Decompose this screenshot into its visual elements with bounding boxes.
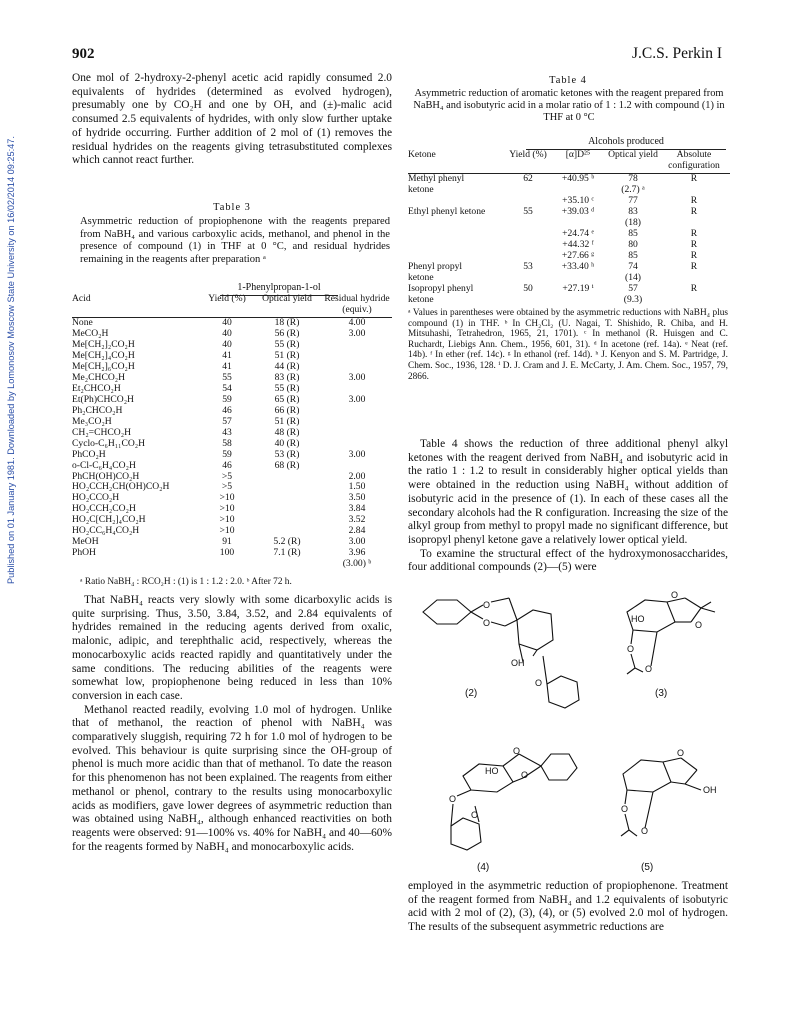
table-cell: [322, 461, 392, 472]
table-cell: 3.52: [348, 514, 366, 526]
atom-label: O: [677, 748, 685, 758]
column-header: Yield (%): [508, 150, 548, 174]
table-cell: Me₃CO₂H: [72, 415, 112, 427]
table-cell: Me[CH₂]₆CO₂H: [72, 361, 135, 372]
table-cell: o-Cl-C₆H₄CO₂H: [72, 459, 136, 471]
atom-label: O: [621, 804, 629, 814]
left-intro: [72, 72, 392, 168]
column-header: Optical yield: [608, 150, 658, 174]
intro-paragraph: One mol of 2-hydroxy-2-phenyl acetic acid rapidly consumed 2.0 equivalents of hydrides (determined as evolved hydrogen), presumably one by CO₂H and one by OH, and (±)-malic acid consumed 2.5 equivalents of hydrides, with only slow further uptake of hydride occurring. Further addition of 2 mol of (1) removes the residual hydrides on the reagents giving tetrasubstituted complexes which cannot react further.: [72, 72, 392, 167]
table-cell: Isopropyl phenyl: [408, 282, 474, 294]
table3-caption: Asymmetric reduction of propiophenone with the reagents prepared from NaBH₄ and various carboxylic acids, methanol, and phenol in the presence of compound (1) in THF at 0 °C, and residual hydrides remaining in the reagents after preparation ᵃ: [80, 216, 390, 265]
table-cell: HO₂CC₆H₄CO₂H: [72, 525, 140, 537]
table-cell: [252, 504, 322, 515]
table-cell: (2.7) ᵃ: [621, 184, 645, 196]
table-cell: PhOH: [72, 547, 96, 559]
atom-label: O: [535, 678, 543, 688]
cyclohexane-ring-lower: [451, 818, 481, 850]
table-cell: MeCO₂H: [72, 328, 109, 340]
table-cell: None: [72, 317, 93, 329]
table-cell: [322, 351, 392, 362]
table-cell: 51 (R): [274, 415, 300, 427]
table-cell: (9.3): [623, 293, 643, 305]
journal-name: J.C.S. Perkin I: [632, 45, 722, 62]
table-cell: +40.95 ᵇ: [561, 173, 595, 185]
cyclohexane-ring-lower: [547, 676, 579, 708]
table-cell: 66 (R): [274, 404, 300, 416]
atom-label: OH: [703, 785, 717, 795]
table-cell: 2.84: [348, 525, 366, 537]
table-cell: Me[CH₂]₂CO₂H: [72, 339, 135, 351]
table-cell: 80: [628, 238, 638, 250]
table-cell: ketone: [408, 293, 434, 305]
table-row: [408, 284, 730, 295]
table-cell: R: [690, 238, 698, 250]
table-cell: Ph₂CHCO₂H: [72, 404, 123, 416]
table-cell: 43: [222, 426, 232, 438]
atom-label: O: [671, 590, 679, 600]
structure-4: [451, 754, 577, 850]
table-cell: 68 (R): [274, 459, 300, 471]
table4-label: Table 4: [549, 75, 587, 86]
table-cell: [508, 295, 548, 306]
table-cell: (18): [625, 217, 641, 228]
table-cell: 57: [222, 415, 232, 427]
table-cell: 55 (R): [274, 339, 300, 351]
column-header: Optical yield: [252, 294, 322, 318]
table-cell: 18 (R): [274, 317, 300, 329]
compound-label-2: (2): [465, 688, 478, 699]
left-body: [72, 594, 392, 854]
table-cell: 5.2 (R): [273, 536, 301, 548]
table-cell: 55: [523, 206, 533, 218]
table-cell: 46: [222, 459, 232, 471]
table-cell: >5: [221, 481, 233, 493]
table-cell: [252, 559, 322, 570]
table-cell: [322, 340, 392, 351]
table-cell: R: [690, 195, 698, 207]
table3-footnote: ᵃ Ratio NaBH₄ : RCO₂H : (1) is 1 : 1.2 : 2.0. ᵇ After 72 h.: [80, 577, 292, 587]
table-cell: ketone: [408, 184, 434, 196]
table-cell: HO₂CCO₂H: [72, 492, 120, 504]
table-cell: 48 (R): [274, 426, 300, 438]
table-cell: R: [690, 206, 698, 218]
table-cell: 46: [222, 404, 232, 416]
furanose-ring: [623, 760, 671, 792]
watermark: [6, 40, 20, 680]
table-cell: R: [690, 227, 698, 239]
table-row: [408, 174, 730, 185]
table-row: [408, 295, 730, 306]
table-cell: 77: [628, 195, 638, 207]
table-cell: PhCO₂H: [72, 448, 106, 460]
table-cell: 65 (R): [274, 393, 300, 405]
table-cell: [548, 295, 608, 306]
right-paragraph-1: Table 4 shows the reduction of three additional phenyl alkyl ketones with the reagent derived from NaBH₄ and isobutyric acid in the ratio 1 : 1.2 to result in considerably higher optical yields than were obtained in the reduction using NaBH₄ without addition of isobutyric acid in the presence of (1). In each of these cases all the secondary alcohols had the R configuration. Increasing the size of the alkyl group from methyl to propyl made no significant difference, but isopropyl phenyl ketone gave a relatively lower optical yield.: [408, 438, 728, 546]
table-cell: (3.00) ᵇ: [342, 558, 372, 570]
table-cell: 2.00: [348, 470, 366, 482]
table-cell: Phenyl propyl: [408, 260, 463, 272]
table-cell: [508, 218, 548, 229]
table-cell: 41: [222, 350, 232, 362]
table-cell: 1.50: [348, 481, 366, 493]
table-cell: 56 (R): [274, 328, 300, 340]
right-bottom: [408, 880, 728, 935]
table4-group-header: Alcohols produced: [588, 136, 664, 147]
table-cell: Ethyl phenyl ketone: [408, 206, 486, 218]
right-paragraph-2: To examine the structural effect of the hydroxymonosaccharides, four additional compounds (2)—(5) were: [408, 547, 728, 574]
table-cell: 85: [628, 249, 638, 261]
table-cell: 3.96: [348, 547, 366, 559]
table-row: [408, 207, 730, 218]
table-cell: R: [690, 282, 698, 294]
table-cell: 74: [628, 260, 638, 272]
table-cell: 50: [523, 282, 533, 294]
table-cell: 7.1 (R): [273, 547, 301, 559]
table-cell: 62: [523, 173, 533, 185]
compound-label-4: (4): [477, 862, 490, 873]
table-cell: 59: [222, 393, 232, 405]
column-header: Absolute configuration: [658, 150, 730, 174]
table-cell: +33.40 ʰ: [561, 260, 595, 272]
table4-caption: Asymmetric reduction of aromatic ketones with the reagent prepared from NaBH₄ and isobutyric acid in a molar ratio of 1 : 1.2 with compound (1) in THF at 0 °C: [413, 88, 725, 124]
atom-label: HO: [485, 766, 499, 776]
column-header: Ketone: [408, 150, 508, 174]
table-cell: 4.00: [348, 317, 366, 329]
table-cell: [252, 472, 322, 483]
table-cell: Me[CH₂]₄CO₂H: [72, 350, 135, 362]
cyclohexane-ring-right: [541, 754, 577, 780]
table-cell: 85: [628, 227, 638, 239]
right-bottom-paragraph: employed in the asymmetric reduction of propiophenone. Treatment of the reagent formed from NaBH₄ and 1.2 equivalents of isobutyric acid with 2 mol of (2), (3), (4), or (5) evolved 2.0 mol of hydrogen. The results of the subsequent asymmetric reductions are: [408, 880, 728, 934]
table-cell: Me₂CHCO₂H: [72, 371, 126, 383]
column-header: [α]D²⁵: [548, 150, 608, 174]
table-row: [72, 318, 392, 329]
table-cell: MeOH: [72, 536, 99, 548]
left-paragraph-1: That NaBH₄ reacts very slowly with some dicarboxylic acids is quite surprising. Thus, 3.50, 3.84, 3.52, and 2.84 equivalents of hydrides remained in the reducing agents derived from oxalic, malonic, adipic, and terephthalic acid, respectively, whereas the monocarboxylic acids reacted rapidly and quantitatively under the same conditions. The reducing abilities of the reagents were somewhat low, propiophenone being reduced in less than 10% conversion in each case.: [72, 594, 392, 702]
table-row: [72, 526, 392, 537]
table-cell: [322, 428, 392, 439]
atom-label: O: [471, 810, 479, 820]
table-cell: [322, 417, 392, 428]
atom-label: O: [641, 826, 649, 836]
table-cell: 3.00: [348, 371, 366, 383]
table-cell: [252, 493, 322, 504]
table-cell: 53 (R): [274, 448, 300, 460]
table-cell: ketone: [408, 271, 434, 283]
table-cell: 100: [219, 547, 235, 559]
table-cell: 54: [222, 382, 232, 394]
table-cell: 83 (R): [274, 371, 300, 383]
table-cell: 40: [222, 317, 232, 329]
watermark-text: Published on 01 January 1981. Downloaded by Lomonosov Moscow State University on 16/02/2014 09:25:47.: [6, 136, 16, 584]
table-cell: 3.00: [348, 328, 366, 340]
table-cell: +39.03 ᵈ: [561, 206, 595, 218]
table-cell: +35.10 ᶜ: [562, 195, 594, 207]
table-cell: Cyclo-C₆H₁₁CO₂H: [72, 437, 146, 449]
structure-3: [627, 598, 715, 674]
atom-label: HO: [631, 614, 645, 624]
table-cell: 3.00: [348, 448, 366, 460]
table-row: [408, 262, 730, 273]
table-cell: 78: [628, 173, 638, 185]
table-cell: R: [690, 260, 698, 272]
compound-label-5: (5): [641, 862, 654, 873]
table-cell: Methyl phenyl: [408, 173, 465, 185]
table-cell: +44.32 ᶠ: [562, 238, 594, 250]
cyclohexane-ring: [423, 600, 471, 624]
table-cell: R: [690, 173, 698, 185]
table-row: [72, 406, 392, 417]
table-cell: 83: [628, 206, 638, 218]
table-cell: +27.19 ⁱ: [562, 282, 594, 294]
pyranose-ring: [517, 610, 553, 650]
atom-label: O: [645, 664, 653, 674]
table-cell: [252, 482, 322, 493]
table-cell: +27.66 ᵍ: [561, 249, 595, 261]
table-cell: [322, 406, 392, 417]
column-header: Acid: [72, 294, 202, 318]
table-cell: >5: [221, 470, 233, 482]
atom-label: O: [483, 600, 491, 610]
table-cell: 3.00: [348, 393, 366, 405]
table-cell: >10: [219, 514, 235, 526]
table-cell: 3.50: [348, 492, 366, 504]
table-cell: [72, 559, 202, 570]
atom-label: O: [695, 620, 703, 630]
column-header: Residual hydride (equiv.): [322, 294, 392, 318]
column-header: Yield (%): [202, 294, 252, 318]
table-cell: [202, 559, 252, 570]
table-cell: 59: [222, 448, 232, 460]
atom-label: O: [627, 644, 635, 654]
table-cell: [658, 295, 730, 306]
structure-2: [423, 598, 579, 708]
table-cell: [508, 229, 548, 240]
table-cell: >10: [219, 525, 235, 537]
table-cell: 44 (R): [274, 361, 300, 372]
table-cell: HO₂C[CH₂]₄CO₂H: [72, 514, 146, 526]
table-cell: 51 (R): [274, 350, 300, 362]
table-cell: 53: [523, 260, 533, 272]
table-cell: 91: [222, 536, 232, 548]
table-cell: 40: [222, 339, 232, 351]
table-cell: 40: [222, 328, 232, 340]
table-cell: 40 (R): [274, 437, 300, 449]
table-cell: [408, 240, 508, 251]
table3-grid: [72, 294, 392, 570]
table-cell: 55: [222, 371, 232, 383]
table-cell: 3.84: [348, 503, 366, 515]
table-cell: [322, 439, 392, 450]
table-row: [72, 461, 392, 472]
table-cell: [508, 185, 548, 196]
table-cell: 57: [628, 282, 638, 294]
table-cell: +24.74 ᵉ: [562, 227, 594, 239]
compound-label-3: (3): [655, 688, 668, 699]
table-cell: (14): [625, 271, 641, 283]
table-cell: [252, 515, 322, 526]
table-row: [72, 439, 392, 450]
right-body: [408, 438, 728, 575]
table-cell: [508, 240, 548, 251]
table-cell: >10: [219, 503, 235, 515]
table-cell: PhCH(OH)CO₂H: [72, 470, 140, 482]
table-cell: HO₂CCH₂CH(OH)CO₂H: [72, 481, 170, 493]
table4-footnote: ᵃ Values in parentheses were obtained by the asymmetric reductions with NaBH₄ plus compound (1) in THF. ᵇ In CH₂Cl₂ (U. Nagai, T. Shishido, R. Chiba, and H. Mitsuhashi, Tetrahedron, 1965, 21, 1701). ᶜ In methanol (R. Huisgen and C. Ruchardt, Liebigs Ann. Chem., 1956, 601, 31). ᵈ In acetone (ref. 14a). ᵉ Neat (ref. 14b). ᶠ In ether (ref. 14c). ᵍ In ethanol (ref. 14d). ʰ J. Kenyon and S. M. Partridge, J. Chem. Soc., 1936, 128. ⁱ D. J. Cram and J. E. McCarty, J. Am. Chem. Soc., 1957, 79, 2866.: [408, 308, 728, 382]
table-cell: Et₂CHCO₂H: [72, 382, 121, 394]
table-row: [72, 450, 392, 461]
table-cell: 3.00: [348, 536, 366, 548]
page-number: 902: [72, 46, 95, 62]
table-row: [72, 559, 392, 570]
atom-label: O: [513, 746, 521, 756]
table3-group-header: 1-Phenylpropan-1-ol: [237, 282, 321, 293]
table-cell: [408, 229, 508, 240]
structure-5: [621, 758, 701, 836]
table4-grid: [408, 150, 730, 306]
table3-label: Table 3: [213, 202, 251, 213]
table-cell: HO₂CCH₂CO₂H: [72, 503, 136, 515]
table-cell: Et(Ph)CHCO₂H: [72, 393, 134, 405]
table-cell: >10: [219, 492, 235, 504]
table-cell: 41: [222, 361, 232, 372]
left-paragraph-2: Methanol reacted readily, evolving 1.0 mol of hydrogen. Unlike that of methanol, the reaction of phenol with NaBH₄ was comparatively sluggish, requiring 72 h for 1.0 mol of hydrogen to be evolved. This behaviour is quite surprising since the OH-group of phenol is much more acidic than that of methanol. To date the reason for this phenomenon has not been explained. The reagents from either methanol or phenol, contrary to the results using monocarboxylic acids as modifiers, gave lower degrees of asymmetric reduction than was obtained using NaBH₄, although enhanced reactivities on both reagents were observed: 91—100% vs. 40% for NaBH₄ and 40—60% for the reagents formed by NaBH₄ and monocarboxylic acids.: [72, 703, 392, 853]
table-cell: [408, 218, 508, 229]
table-cell: 58: [222, 437, 232, 449]
table-cell: CH₂=CHCO₂H: [72, 426, 132, 438]
atom-label: OH: [511, 658, 525, 668]
atom-label: O: [449, 794, 457, 804]
table-cell: R: [690, 249, 698, 261]
atom-label: O: [521, 770, 529, 780]
table-cell: 55 (R): [274, 382, 300, 394]
chemical-structures: [405, 578, 731, 878]
atom-label: O: [483, 618, 491, 628]
